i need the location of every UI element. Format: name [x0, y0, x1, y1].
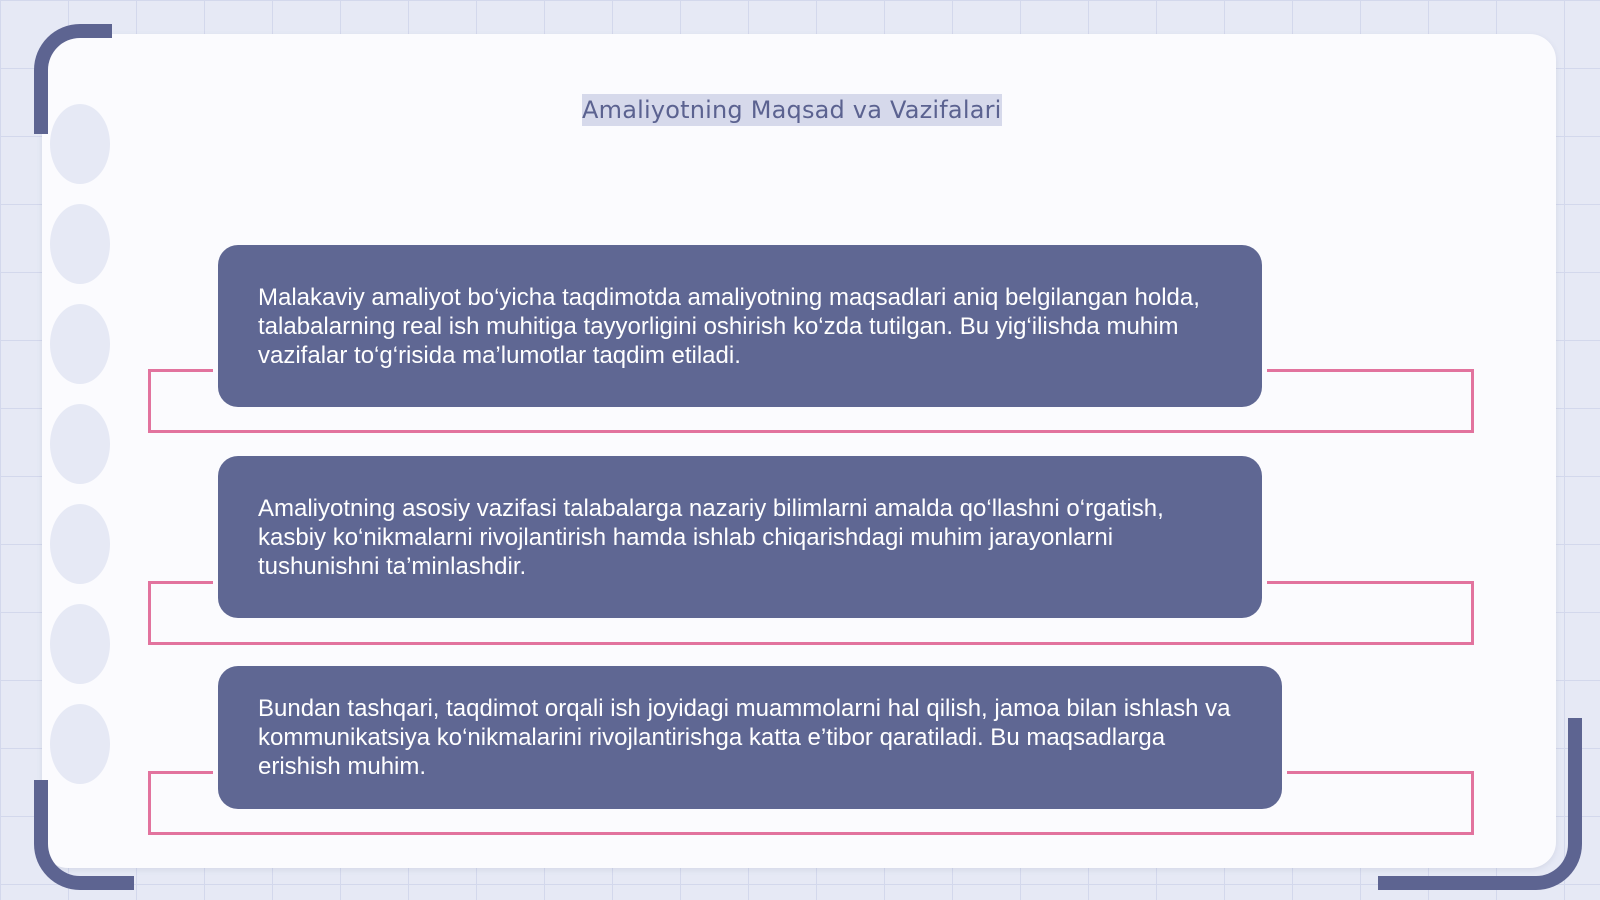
- paper-edge-notch: [50, 604, 110, 684]
- info-card: [218, 245, 1262, 407]
- paper-edge-notch: [50, 204, 110, 284]
- paper-edge-notch: [50, 304, 110, 384]
- corner-bracket-bottom-left: [34, 780, 134, 890]
- paper-edge-notch: [50, 504, 110, 584]
- slide-title: Amaliyotning Maqsad va Vazifalari: [582, 96, 1002, 124]
- info-card-text: Amaliyotning asosiy vazifasi talabalarga nazariy bilimlarni amalda qo‘llashni o‘rgatish, kasbiy ko‘nikmalarni rivojlantirish hamda ishlab chiqarishdagi muhim jarayonlarni tushunishni ta’minlashdir.: [258, 495, 1164, 580]
- corner-bracket-top-left: [34, 24, 112, 134]
- info-card-text: Bundan tashqari, taqdimot orqali ish joyidagi muammolarni hal qilish, jamoa bilan ishlash va kommunikatsiya ko‘nikmalarini rivojlantirishga katta e’tibor qaratiladi. Bu maqsadlarga erishish muhim.: [258, 695, 1231, 780]
- paper-edge-notch: [50, 704, 110, 784]
- info-card: [218, 456, 1262, 618]
- paper-edge-notch: [50, 404, 110, 484]
- info-card: [218, 666, 1282, 809]
- info-card-text: Malakaviy amaliyot bo‘yicha taqdimotda amaliyotning maqsadlari aniq belgilangan holda, talabalarning real ish muhitiga tayyorligini oshirish ko‘zda tutilgan. Bu yig‘ilishda muhim vazifalar to‘g‘risida ma’lumotlar taqdim etiladi.: [258, 284, 1200, 369]
